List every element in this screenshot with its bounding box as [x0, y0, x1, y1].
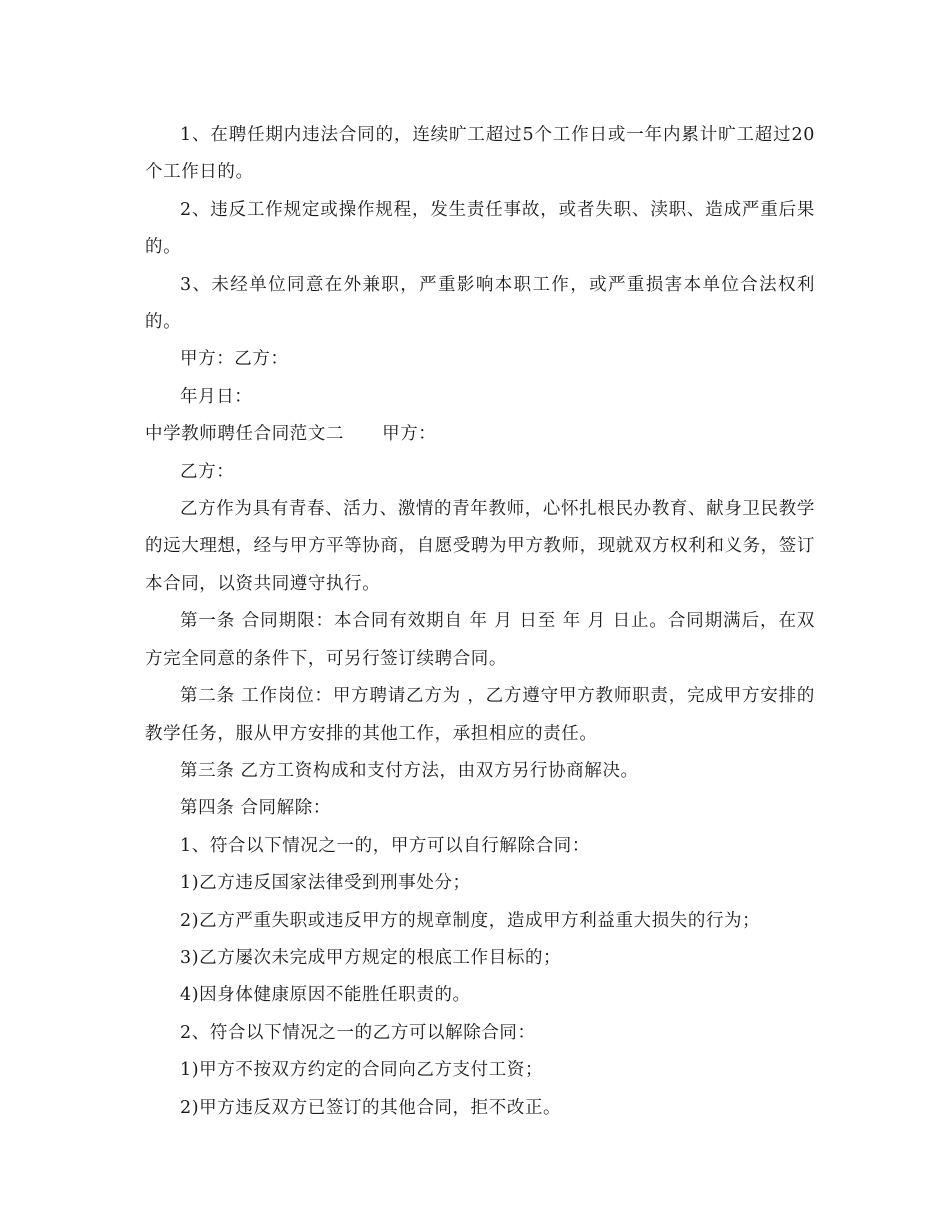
- clause-paragraph: 2、违反工作规定或操作规程，发生责任事故，或者失职、渎职、造成严重后果的。: [145, 199, 815, 258]
- termination-clause-b: 2、符合以下情况之一的乙方可以解除合同：: [180, 1022, 536, 1043]
- article-3-salary: 第三条 乙方工资构成和支付方法，由双方另行协商解决。: [180, 760, 639, 781]
- termination-clause-a: 1、符合以下情况之一的，甲方可以自行解除合同：: [180, 835, 590, 856]
- article-1-term: 第一条 合同期限：本合同有效期自 年 月 日至 年 月 日止。合同期满后，在双方完全同意的条件下，可另行签订续聘合同。: [145, 611, 815, 669]
- termination-item: 4)因身体健康原因不能胜任职责的。: [180, 985, 471, 1006]
- termination-item: 1)甲方不按双方约定的合同向乙方支付工资；: [180, 1060, 544, 1081]
- termination-item: 2)甲方违反双方已签订的其他合同，拒不改正。: [180, 1097, 562, 1118]
- termination-item: 3)乙方屡次未完成甲方规定的根底工作目标的；: [180, 947, 562, 968]
- party-a-label: 甲方：: [382, 424, 437, 445]
- termination-item: 2)乙方严重失职或违反甲方的规章制度，造成甲方利益重大损失的行为；: [180, 910, 761, 931]
- termination-item: 1)乙方违反国家法律受到刑事处分；: [180, 873, 471, 894]
- document-body: [145, 117, 815, 1127]
- preamble-paragraph: 乙方作为具有青春、活力、激情的青年教师，心怀扎根民办教育、献身卫民教学的远大理想，经与甲方平等协商，自愿受聘为甲方教师，现就双方权利和义务，签订本合同，以资共同遵守执行。: [145, 499, 815, 594]
- party-b-label: 乙方：: [180, 461, 235, 482]
- contract-title-line: [145, 416, 815, 453]
- signature-date-line: 年月日：: [180, 386, 253, 407]
- article-2-position: 第二条 工作岗位：甲方聘请乙方为 ，乙方遵守甲方教师职责，完成甲方安排的教学任务，服从甲方安排的其他工作，承担相应的责任。: [145, 686, 815, 744]
- clause-paragraph: 3、未经单位同意在外兼职，严重影响本职工作，或严重损害本单位合法权利的。: [145, 274, 815, 333]
- article-4-termination: 第四条 合同解除：: [180, 798, 331, 819]
- signature-parties-line: 甲方：乙方：: [180, 349, 289, 370]
- contract-title: 中学教师聘任合同范文二: [145, 424, 345, 445]
- clause-paragraph: 1、在聘任期内违法合同的，连续旷工超过5个工作日或一年内累计旷工超过20个工作日的。: [145, 125, 815, 183]
